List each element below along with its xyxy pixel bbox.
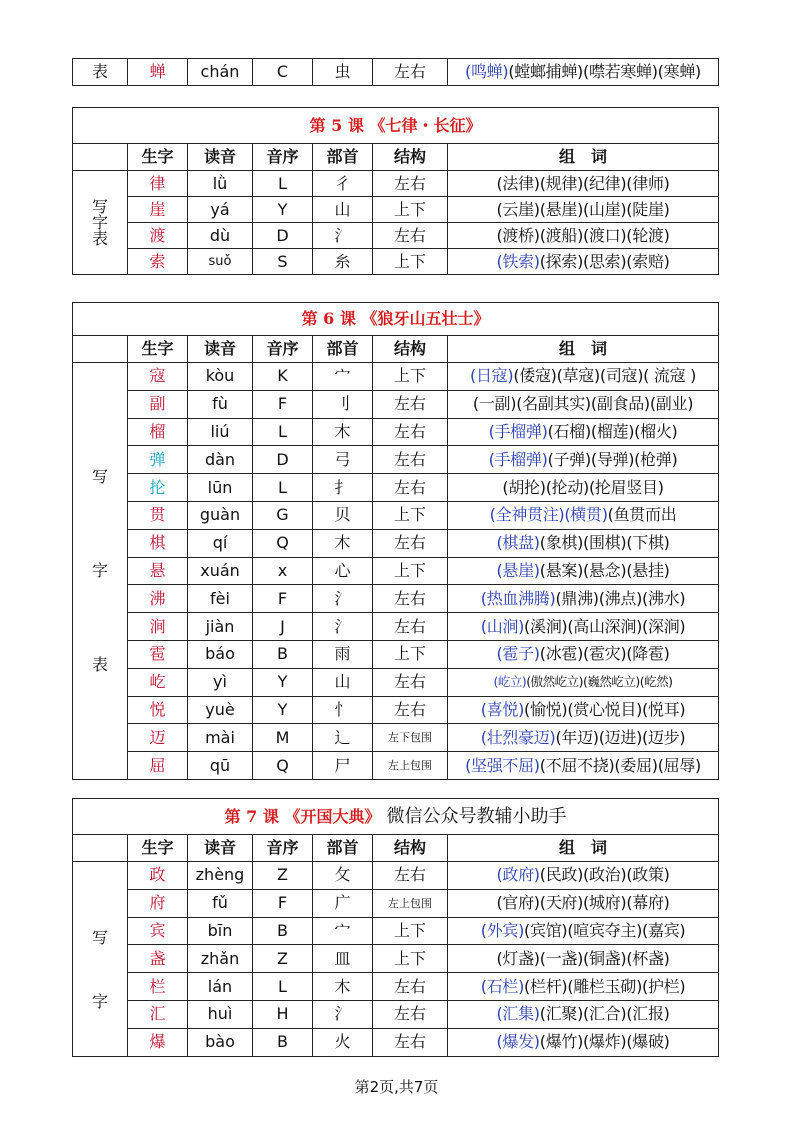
words-cell (448, 640, 719, 668)
side-label-char: 字 (91, 560, 108, 580)
words-text: (年迈)(迈进)(迈步) (555, 727, 686, 747)
radical-cell: 辶 (313, 724, 373, 752)
radical-cell: 宀 (313, 917, 373, 945)
side-label-char: 字 (91, 992, 108, 1011)
radical-cell: 尸 (313, 752, 373, 780)
words-text: (冰雹)(雹灾)(降雹) (539, 644, 670, 664)
words-cell (448, 613, 719, 641)
radical-cell: 糸 (313, 249, 373, 275)
table-row (73, 889, 719, 917)
character-cell: 屈 (128, 752, 188, 780)
lesson-table (72, 798, 719, 1057)
pinyin-cell: huì (188, 1000, 253, 1028)
character-cell: 汇 (128, 1000, 188, 1028)
words-highlight: (喜悦) (480, 699, 525, 719)
order-cell: H (253, 1000, 313, 1028)
words-highlight: (山涧) (480, 616, 525, 636)
words-highlight: (屹立) (493, 673, 527, 689)
words-text: (渡桥)(渡船)(渡口)(轮渡) (496, 225, 670, 245)
pinyin-cell: dàn (188, 446, 253, 474)
order-cell: L (253, 474, 313, 502)
structure-cell: 上下 (373, 917, 448, 945)
words-text: (一副)(名副其实)(副食品)(副业) (472, 394, 694, 414)
column-header-order: 音序 (253, 144, 313, 171)
words-cell (448, 363, 719, 391)
table-row (73, 973, 719, 1001)
radical-cell: 氵 (313, 585, 373, 613)
structure-cell: 左右 (373, 59, 448, 86)
pinyin-cell: qū (188, 752, 253, 780)
words-text: (民政)(政治)(政策) (539, 865, 670, 885)
table-row (73, 945, 719, 973)
character-cell: 贯 (128, 501, 188, 529)
character-cell: 抡 (128, 474, 188, 502)
character-cell: 屹 (128, 668, 188, 696)
column-header-row (73, 336, 719, 363)
column-header-char: 生字 (128, 336, 188, 363)
words-highlight: (爆发) (496, 1032, 540, 1052)
words-text: (不屈不挠)(委屈)(屈辱) (539, 755, 702, 775)
pinyin-cell: fèi (188, 585, 253, 613)
order-cell: D (253, 446, 313, 474)
order-cell: K (253, 363, 313, 391)
order-cell: B (253, 1028, 313, 1056)
words-highlight: (悬崖) (496, 560, 540, 580)
pinyin-cell: fù (188, 390, 253, 418)
words-highlight: (全神贯注)(横贯) (489, 505, 608, 525)
side-label (73, 862, 128, 1057)
words-text: (云崖)(悬崖)(山崖)(陡崖) (496, 199, 670, 219)
structure-cell: 左右 (373, 862, 448, 890)
lesson-title-cell (73, 108, 719, 144)
words-text: (子弹)(导弹)(枪弹) (547, 449, 678, 469)
character-cell: 盏 (128, 945, 188, 973)
words-text: (汇聚)(汇合)(汇报) (539, 1004, 670, 1024)
structure-cell: 上下 (373, 197, 448, 223)
pinyin-cell: lán (188, 973, 253, 1001)
structure-cell: 左下包围 (373, 724, 448, 752)
column-header-words: 组 词 (448, 144, 719, 171)
words-cell (448, 557, 719, 585)
character-cell: 府 (128, 889, 188, 917)
structure-cell: 左上包围 (373, 752, 448, 780)
structure-cell: 上下 (373, 249, 448, 275)
pinyin-cell: yá (188, 197, 253, 223)
words-cell (448, 501, 719, 529)
order-cell: S (253, 249, 313, 275)
radical-cell: 弓 (313, 446, 373, 474)
words-highlight: (棋盘) (496, 533, 540, 553)
radical-cell: 火 (313, 1028, 373, 1056)
words-cell (448, 59, 719, 86)
structure-cell: 左右 (373, 418, 448, 446)
radical-cell: 氵 (313, 223, 373, 249)
words-text: (愉悦)(赏心悦目)(悦耳) (524, 699, 686, 719)
radical-cell: 木 (313, 418, 373, 446)
words-cell (448, 945, 719, 973)
order-cell: Y (253, 696, 313, 724)
pinyin-cell: lūn (188, 474, 253, 502)
character-cell: 索 (128, 249, 188, 275)
order-cell: Z (253, 945, 313, 973)
words-cell (448, 752, 719, 780)
side-label-char: 表 (91, 228, 108, 248)
structure-cell: 上下 (373, 557, 448, 585)
character-cell: 栏 (128, 973, 188, 1001)
words-cell (448, 171, 719, 197)
table-row (73, 171, 719, 197)
words-cell (448, 1028, 719, 1056)
words-text: (倭寇)(草寇)(司寇)( 流寇 ) (513, 366, 697, 386)
order-cell: Q (253, 752, 313, 780)
words-highlight: (热血沸腾) (480, 588, 556, 608)
pinyin-cell: bīn (188, 917, 253, 945)
column-header-order: 音序 (253, 835, 313, 862)
table-row (73, 752, 719, 780)
words-text: (胡抡)(抡动)(抡眉竖目) (502, 477, 664, 497)
table-row (73, 197, 719, 223)
table-row (73, 640, 719, 668)
character-cell: 蝉 (128, 59, 188, 86)
pinyin-cell: suǒ (188, 249, 253, 275)
structure-cell: 上下 (373, 640, 448, 668)
words-text: (象棋)(围棋)(下棋) (539, 533, 670, 553)
words-highlight: (壮烈豪迈) (480, 727, 556, 747)
words-cell (448, 668, 719, 696)
order-cell: J (253, 613, 313, 641)
radical-cell: 忄 (313, 696, 373, 724)
character-cell: 律 (128, 171, 188, 197)
structure-cell: 左右 (373, 973, 448, 1001)
table-row (73, 501, 719, 529)
side-label-char: 写 (91, 928, 108, 947)
words-text: (探索)(思索)(索赔) (539, 251, 670, 271)
words-highlight: (手榴弹) (488, 449, 548, 469)
column-header-char: 生字 (128, 835, 188, 862)
side-label-char: 写 (91, 466, 108, 486)
order-cell: F (253, 585, 313, 613)
structure-cell: 左右 (373, 223, 448, 249)
structure-cell: 左右 (373, 1028, 448, 1056)
character-cell: 榴 (128, 418, 188, 446)
column-header-words: 组 词 (448, 835, 719, 862)
radical-cell: 山 (313, 197, 373, 223)
character-cell: 政 (128, 862, 188, 890)
character-cell: 涧 (128, 613, 188, 641)
table-row (73, 613, 719, 641)
table-row (73, 363, 719, 391)
radical-cell: 虫 (313, 59, 373, 86)
words-text: (法律)(规律)(纪律)(律师) (496, 173, 670, 193)
table-row (73, 724, 719, 752)
character-cell: 副 (128, 390, 188, 418)
order-cell: F (253, 889, 313, 917)
words-highlight: (外宾) (480, 920, 525, 940)
side-label-char: 写 (91, 196, 108, 216)
radical-cell: 山 (313, 668, 373, 696)
table-row (73, 223, 719, 249)
order-cell: Y (253, 197, 313, 223)
radical-cell: 氵 (313, 1000, 373, 1028)
structure-cell: 左右 (373, 613, 448, 641)
structure-cell: 左右 (373, 171, 448, 197)
radical-cell: 彳 (313, 171, 373, 197)
character-cell: 悦 (128, 696, 188, 724)
words-highlight: (手榴弹) (488, 421, 548, 441)
side-label-char: 字 (91, 212, 108, 232)
structure-cell: 左右 (373, 474, 448, 502)
order-cell: C (253, 59, 313, 86)
column-header-pinyin: 读音 (188, 835, 253, 862)
pinyin-cell: xuán (188, 557, 253, 585)
words-cell (448, 862, 719, 890)
lesson-title: 第 5 课 《七律・长征》 (309, 115, 482, 135)
order-cell: L (253, 973, 313, 1001)
pinyin-cell: zhèng (188, 862, 253, 890)
character-cell: 雹 (128, 640, 188, 668)
character-cell: 迈 (128, 724, 188, 752)
radical-cell: 皿 (313, 945, 373, 973)
words-highlight: (坚强不屈) (465, 755, 540, 775)
words-cell (448, 1000, 719, 1028)
structure-cell: 左右 (373, 390, 448, 418)
lesson-title: 第 6 课 《狼牙山五壮士》 (301, 309, 490, 328)
table-row (73, 390, 719, 418)
pinyin-cell: fǔ (188, 889, 253, 917)
words-text: (栏杆)(雕栏玉砌)(护栏) (524, 976, 686, 996)
previous-lesson-table-fragment (72, 58, 719, 86)
lesson-title-row (73, 799, 719, 835)
table-row (73, 557, 719, 585)
structure-cell: 上下 (373, 945, 448, 973)
words-cell (448, 249, 719, 275)
radical-cell: 扌 (313, 474, 373, 502)
words-cell (448, 446, 719, 474)
lesson-title-cell (73, 303, 719, 336)
side-label-char: 表 (91, 654, 108, 674)
character-cell: 宾 (128, 917, 188, 945)
column-header-row (73, 835, 719, 862)
order-cell: Y (253, 668, 313, 696)
pinyin-cell: zhǎn (188, 945, 253, 973)
pinyin-cell: liú (188, 418, 253, 446)
column-header-pinyin: 读音 (188, 144, 253, 171)
words-text: (悬案)(悬念)(悬挂) (539, 560, 670, 580)
lesson-title-row (73, 108, 719, 144)
character-cell: 爆 (128, 1028, 188, 1056)
column-header-words: 组 词 (448, 336, 719, 363)
pinyin-cell: qí (188, 529, 253, 557)
radical-cell: 心 (313, 557, 373, 585)
table-row (73, 1000, 719, 1028)
words-cell (448, 474, 719, 502)
table-row (73, 446, 719, 474)
words-highlight: (汇集) (496, 1004, 540, 1024)
radical-cell: 广 (313, 889, 373, 917)
radical-cell: 贝 (313, 501, 373, 529)
structure-cell: 上下 (373, 501, 448, 529)
header-blank-cell (73, 835, 128, 862)
words-highlight: (石栏) (480, 976, 525, 996)
column-header-structure: 结构 (373, 336, 448, 363)
words-cell (448, 223, 719, 249)
column-header-char: 生字 (128, 144, 188, 171)
words-cell (448, 585, 719, 613)
order-cell: B (253, 640, 313, 668)
order-cell: M (253, 724, 313, 752)
header-blank-cell (73, 144, 128, 171)
page-number: 第2页,共7页 (354, 1078, 439, 1096)
column-header-structure: 结构 (373, 835, 448, 862)
table-row (73, 418, 719, 446)
lesson-title-extra: 微信公众号教辅小助手 (386, 805, 567, 827)
table-row (73, 917, 719, 945)
table-row (73, 249, 719, 275)
order-cell: L (253, 418, 313, 446)
order-cell: B (253, 917, 313, 945)
order-cell: G (253, 501, 313, 529)
words-text: (官府)(天府)(城府)(幕府) (496, 893, 670, 913)
character-cell: 棋 (128, 529, 188, 557)
character-cell: 崖 (128, 197, 188, 223)
words-text: (溪涧)(高山深涧)(深涧) (524, 616, 686, 636)
words-highlight: (日寇) (470, 366, 514, 386)
table-row (73, 585, 719, 613)
words-highlight: (鸣蝉) (465, 62, 509, 81)
radical-cell: 氵 (313, 613, 373, 641)
words-highlight: (政府) (496, 865, 540, 885)
pinyin-cell: yuè (188, 696, 253, 724)
words-text: (石榴)(榴莲)(榴火) (547, 421, 678, 441)
structure-cell: 左上包围 (373, 889, 448, 917)
pinyin-cell: jiàn (188, 613, 253, 641)
radical-cell: 木 (313, 529, 373, 557)
radical-cell: 刂 (313, 390, 373, 418)
order-cell: L (253, 171, 313, 197)
character-cell: 寇 (128, 363, 188, 391)
column-header-pinyin: 读音 (188, 336, 253, 363)
order-cell: Q (253, 529, 313, 557)
pinyin-cell: guàn (188, 501, 253, 529)
character-cell: 弹 (128, 446, 188, 474)
pinyin-cell: mài (188, 724, 253, 752)
column-header-radical: 部首 (313, 144, 373, 171)
column-header-radical: 部首 (313, 835, 373, 862)
words-text: (灯盏)(一盏)(铜盏)(杯盏) (496, 948, 670, 968)
table-row (73, 474, 719, 502)
table-row (73, 59, 719, 86)
character-cell: 悬 (128, 557, 188, 585)
order-cell: Z (253, 862, 313, 890)
pinyin-cell: báo (188, 640, 253, 668)
order-cell: F (253, 390, 313, 418)
column-header-row (73, 144, 719, 171)
words-cell (448, 390, 719, 418)
lesson-title: 第 7 课 《开国大典》 (224, 806, 381, 826)
words-cell (448, 197, 719, 223)
structure-cell: 左右 (373, 446, 448, 474)
table-row (73, 862, 719, 890)
pinyin-cell: dù (188, 223, 253, 249)
structure-cell: 左右 (373, 1000, 448, 1028)
structure-cell: 左右 (373, 668, 448, 696)
lesson-title-row (73, 303, 719, 336)
order-cell: x (253, 557, 313, 585)
table-row (73, 696, 719, 724)
words-text: (宾馆)(喧宾夺主)(嘉宾) (524, 920, 686, 940)
side-label (73, 171, 128, 275)
radical-cell: 宀 (313, 363, 373, 391)
side-label (73, 363, 128, 780)
structure-cell: 左右 (373, 529, 448, 557)
character-cell: 渡 (128, 223, 188, 249)
words-cell (448, 696, 719, 724)
header-blank-cell (73, 336, 128, 363)
table-row (73, 1028, 719, 1056)
pinyin-cell: chán (188, 59, 253, 86)
column-header-structure: 结构 (373, 144, 448, 171)
words-cell (448, 418, 719, 446)
radical-cell: 木 (313, 973, 373, 1001)
column-header-radical: 部首 (313, 336, 373, 363)
words-text: (傲然屹立)(巍然屹立)(屹然) (526, 673, 673, 689)
pinyin-cell: yì (188, 668, 253, 696)
order-cell: D (253, 223, 313, 249)
pinyin-cell: bào (188, 1028, 253, 1056)
lesson-table (72, 107, 719, 275)
words-cell (448, 724, 719, 752)
words-cell (448, 889, 719, 917)
structure-cell: 左右 (373, 585, 448, 613)
words-cell (448, 529, 719, 557)
table-row (73, 529, 719, 557)
column-header-order: 音序 (253, 336, 313, 363)
character-cell: 沸 (128, 585, 188, 613)
words-text: (爆竹)(爆炸)(爆破) (539, 1032, 670, 1052)
radical-cell: 雨 (313, 640, 373, 668)
words-highlight: (铁索) (496, 251, 540, 271)
side-label: 表 (73, 59, 128, 86)
words-cell (448, 917, 719, 945)
pinyin-cell: kòu (188, 363, 253, 391)
pinyin-cell: lǜ (188, 171, 253, 197)
structure-cell: 左右 (373, 696, 448, 724)
words-text: (鼎沸)(沸点)(沸水) (555, 588, 686, 608)
radical-cell: 攵 (313, 862, 373, 890)
lesson-table (72, 302, 719, 780)
words-text: (鱼贯而出 (607, 505, 677, 525)
words-cell (448, 973, 719, 1001)
lesson-title-cell (73, 799, 719, 835)
table-row (73, 668, 719, 696)
words-highlight: (雹子) (496, 644, 540, 664)
structure-cell: 上下 (373, 363, 448, 391)
words-text: (螳螂捕蝉)(噤若寒蝉)(寒蝉) (508, 62, 701, 81)
